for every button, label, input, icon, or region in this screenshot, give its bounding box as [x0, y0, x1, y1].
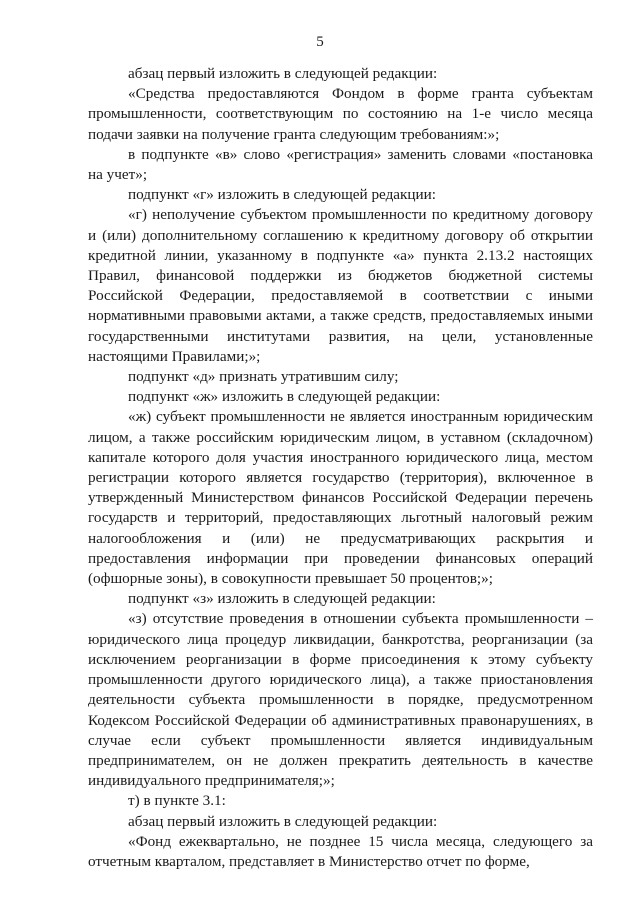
- paragraph-3: в подпункте «в» слово «регистрация» заменить словами «постановка на учет»;: [88, 145, 593, 184]
- document-body: [88, 64, 593, 872]
- paragraph-2: «Средства предоставляются Фондом в форме гранта субъектам промышленности, соответствующим по состоянию на 1-е число месяца подачи заявки на получение гранта следующим требованиям:»;: [88, 85, 593, 143]
- paragraph-9: подпункт «з» изложить в следующей редакции:: [128, 590, 436, 608]
- paragraph-1: абзац первый изложить в следующей редакции:: [128, 65, 438, 82]
- paragraph-5: «г) неполучение субъектом промышленности по кредитному договору и (или) дополнительному соглашению к кредитному договору об открытии кредитной линии, указанному в подпункте «а» пункта 2.13.2 настоящих Правил, финансовой поддержки из бюджетов бюджетной системы Российской Федерации, предоставляемой в соответствии с иными нормативными правовыми актами, а также средств, предоставляемых иными государственными институтами развития, на цели, установленные настоящими Правилами;»;: [88, 206, 593, 365]
- paragraph-6: подпункт «д» признать утратившим силу;: [128, 368, 399, 386]
- paragraph-13: «Фонд ежеквартально, не позднее 15 числа месяца, следующего за отчетным кварталом, представляет в Министерство отчет по форме,: [88, 832, 593, 870]
- paragraph-4: подпункт «г» изложить в следующей редакции:: [128, 186, 437, 204]
- paragraph-10: «з) отсутствие проведения в отношении субъекта промышленности – юридического лица процедур ликвидации, банкротства, реорганизации (за исключением реорганизации в форме присоединения к этому субъекту промышленности другого юридического лица), а также приостановления деятельности субъекта промышленности в порядке, предусмотренном Кодексом Российской Федерации об административных правонарушениях, в случае если субъект промышленности является индивидуальным предпринимателем, он не должен прекратить деятельность в качестве индивидуального предпринимателя;»;: [88, 610, 593, 790]
- page-number: 5: [316, 34, 324, 50]
- paragraph-7: подпункт «ж» изложить в следующей редакции:: [128, 388, 441, 406]
- paragraph-8: «ж) субъект промышленности не является иностранным юридическим лицом, а также российским юридическим лицом, в уставном (складочном) капитале которого доля участия иностранного юридического лица, местом регистрации которого является государство (территория), включенное в утвержденный Министерством финансов Российской Федерации перечень государств и территорий, предоставляющих льготный налоговый режим налогообложения и (или) не предусматривающих раскрытия и предоставления информации при проведении финансовых операций (офшорные зоны), в совокупности превышает 50 процентов;»;: [88, 408, 593, 588]
- paragraph-11: т) в пункте 3.1:: [128, 792, 226, 810]
- paragraph-12: абзац первый изложить в следующей редакции:: [128, 812, 438, 830]
